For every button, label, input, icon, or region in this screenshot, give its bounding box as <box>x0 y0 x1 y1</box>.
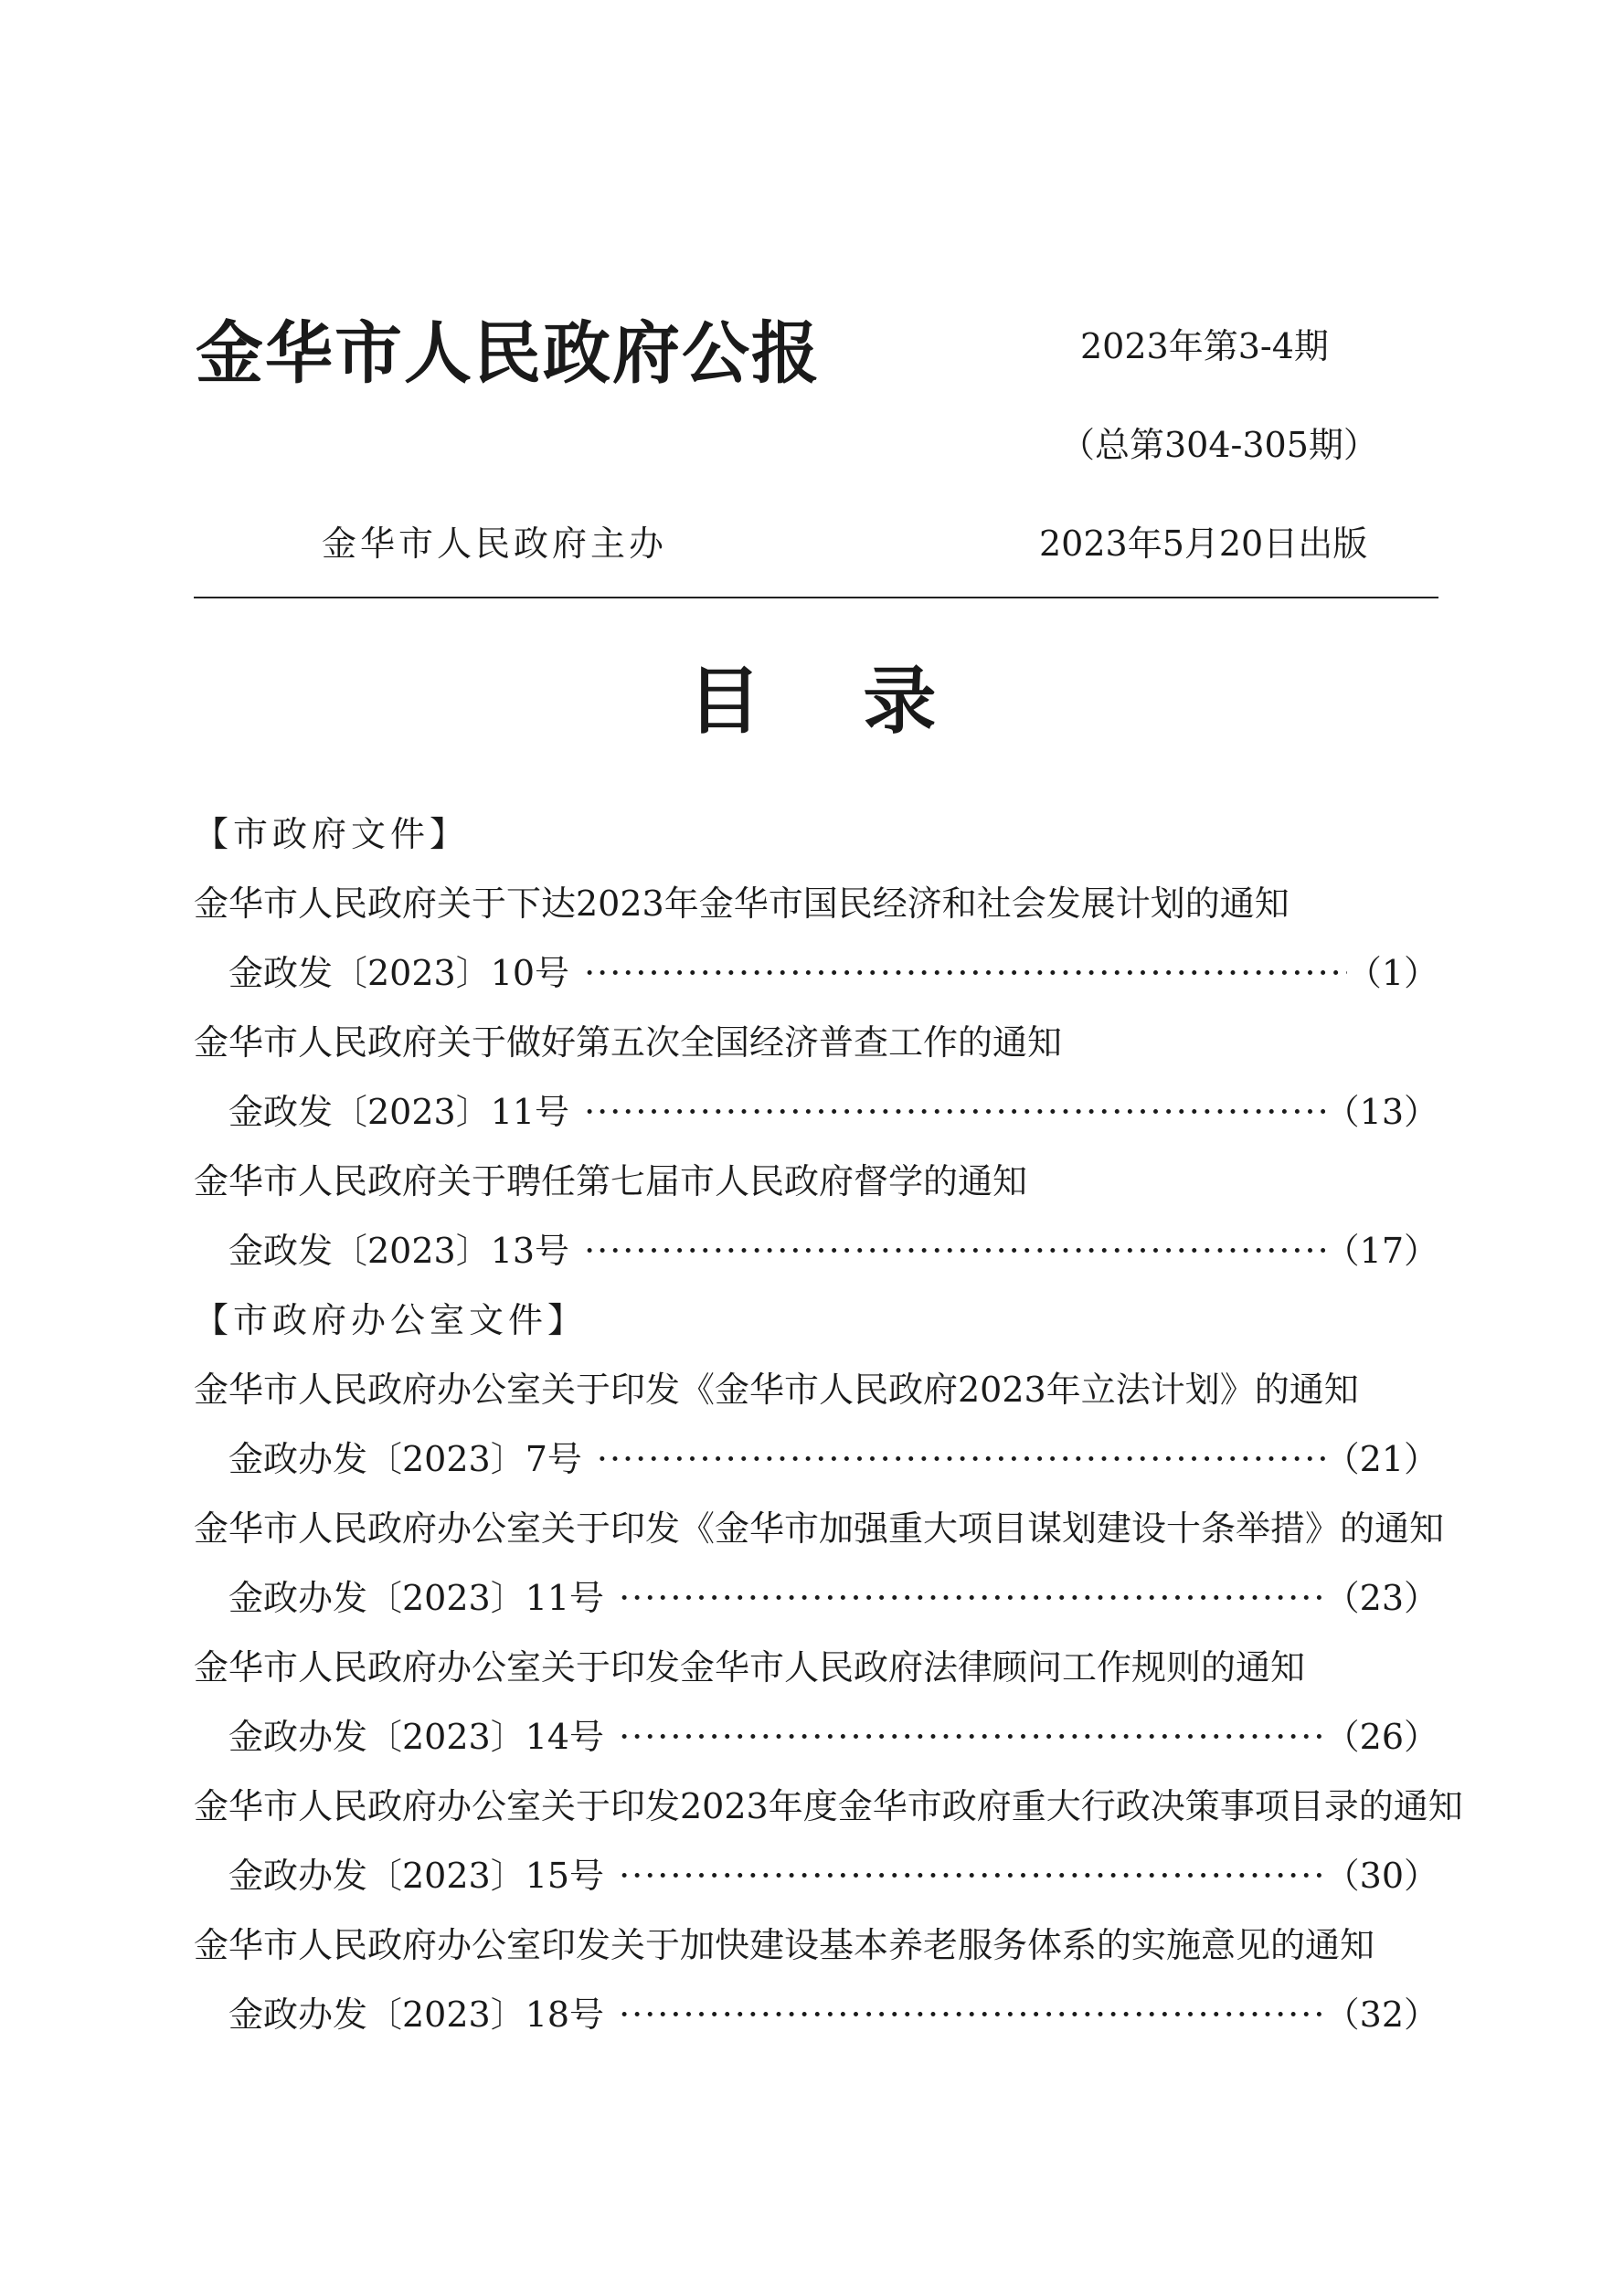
document-number: 金政办发〔2023〕14号 <box>228 1717 605 1757</box>
toc-entry-title[interactable]: 金华市人民政府关于下达2023年金华市国民经济和社会发展计划的通知 <box>194 883 1290 924</box>
toc-entry-docline <box>194 938 1438 1008</box>
toc-entry[interactable] <box>194 1355 1438 1494</box>
dot-leader <box>619 1841 1325 1910</box>
section-title-office-documents: 【市政府办公室文件】 <box>194 1300 588 1340</box>
toc-entry-docline <box>194 1702 1438 1772</box>
toc-entry-docline <box>194 1216 1438 1286</box>
toc-entry-title[interactable]: 金华市人民政府办公室关于印发《金华市加强重大项目谋划建设十条举措》的通知 <box>194 1508 1445 1549</box>
toc-entry-docline <box>194 1563 1438 1633</box>
sponsor: 金华市人民政府主办 <box>322 524 668 564</box>
page-number: （23） <box>1324 1578 1438 1618</box>
page-number: （32） <box>1324 1994 1438 2035</box>
publication-date: 2023年5月20日出版 <box>1039 524 1368 564</box>
total-issue-number: （总第304-305期） <box>1060 425 1378 465</box>
toc-entry-title[interactable]: 金华市人民政府关于聘任第七届市人民政府督学的通知 <box>194 1161 1028 1201</box>
page-number: （21） <box>1324 1439 1438 1479</box>
dot-leader <box>619 1702 1325 1772</box>
toc-heading-char: 录 <box>863 659 937 744</box>
table-of-contents <box>194 799 1463 2049</box>
toc-heading <box>0 659 1624 744</box>
dot-leader <box>619 1563 1325 1633</box>
toc-entry[interactable] <box>194 1910 1438 2049</box>
dot-leader <box>584 1077 1325 1147</box>
section-title-municipal-documents: 【市政府文件】 <box>194 814 470 854</box>
page-number: （13） <box>1324 1092 1438 1132</box>
document-number: 金政发〔2023〕13号 <box>228 1231 570 1271</box>
issue-number: 2023年第3-4期 <box>1080 326 1329 366</box>
page-number: （26） <box>1324 1717 1438 1757</box>
dot-leader <box>619 1980 1325 2049</box>
document-number: 金政办发〔2023〕18号 <box>228 1994 605 2035</box>
toc-entry-docline <box>194 1077 1438 1147</box>
header-divider <box>194 597 1438 598</box>
toc-entry[interactable] <box>194 1494 1445 1633</box>
dot-leader <box>597 1424 1325 1494</box>
document-number: 金政发〔2023〕10号 <box>228 953 570 993</box>
dot-leader <box>584 1216 1325 1286</box>
document-number: 金政办发〔2023〕7号 <box>228 1439 582 1479</box>
toc-entry[interactable] <box>194 1147 1438 1286</box>
toc-entry[interactable] <box>194 869 1438 1008</box>
page-number: （30） <box>1324 1856 1438 1896</box>
document-number: 金政办发〔2023〕15号 <box>228 1856 605 1896</box>
toc-entry-title[interactable]: 金华市人民政府办公室关于印发2023年度金华市政府重大行政决策事项目录的通知 <box>194 1786 1463 1826</box>
gazette-title: 金华市人民政府公报 <box>196 314 821 393</box>
toc-entry-title[interactable]: 金华市人民政府办公室关于印发《金华市人民政府2023年立法计划》的通知 <box>194 1370 1359 1410</box>
toc-entry-docline <box>194 1424 1438 1494</box>
dot-leader <box>584 938 1347 1008</box>
toc-entry[interactable] <box>194 1633 1438 1772</box>
toc-entry-docline <box>194 1841 1438 1910</box>
toc-entry-title[interactable]: 金华市人民政府办公室印发关于加快建设基本养老服务体系的实施意见的通知 <box>194 1925 1375 1965</box>
toc-entry-title[interactable]: 金华市人民政府关于做好第五次全国经济普查工作的通知 <box>194 1022 1063 1063</box>
toc-heading-char: 目 <box>687 659 761 744</box>
toc-entry-docline <box>194 1980 1438 2049</box>
toc-entry[interactable] <box>194 1008 1438 1147</box>
document-number: 金政办发〔2023〕11号 <box>228 1578 605 1618</box>
page-number: （17） <box>1324 1231 1438 1271</box>
document-number: 金政发〔2023〕11号 <box>228 1092 570 1132</box>
toc-entry-title[interactable]: 金华市人民政府办公室关于印发金华市人民政府法律顾问工作规则的通知 <box>194 1647 1306 1688</box>
page-number: （1） <box>1346 953 1438 993</box>
toc-entry[interactable] <box>194 1772 1463 1910</box>
